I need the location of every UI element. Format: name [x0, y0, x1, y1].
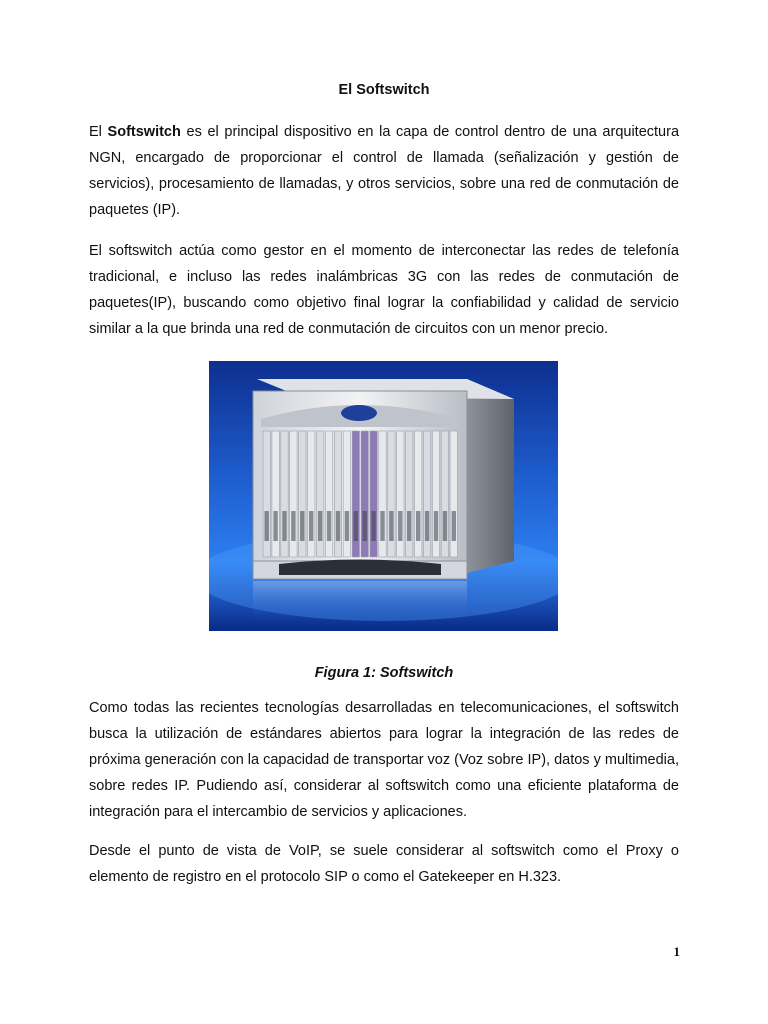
intro-lead: El	[89, 124, 108, 140]
softswitch-photo	[209, 361, 558, 631]
paragraph-voip: Desde el punto de vista de VoIP, se suele considerar al softswitch como el Proxy o elemento de registro en el protocolo SIP o como el Gatekeeper en H.323.	[89, 843, 679, 885]
paragraph-intro	[89, 119, 679, 223]
paragraph-estandares: Como todas las recientes tecnologías desarrolladas en telecomunicaciones, el softswitch busca la utilización de estándares abiertos para lograr la integración de las redes de próxima generación con la capacidad de transportar voz (Voz sobre IP), datos y multimedia, sobre redes IP. Pudiendo así, considerar al softswitch como una eficiente plataforma de integración para el intercambio de servicios y aplicaciones.	[89, 700, 679, 820]
paragraph-gestor: El softswitch actúa como gestor en el momento de interconectar las redes de telefonía tradicional, e incluso las redes inalámbricas 3G con las redes de conmutación de paquetes(IP), buscando como objetivo final lograr la confiabilidad y calidad de servicio similar a la que brinda una red de conmutación de circuitos con un menor precio.	[89, 243, 679, 337]
intro-rest: es el principal dispositivo en la capa de control dentro de una arquitectura NGN, encargado de proporcionar el control de llamada (señalización y gestión de servicios), procesamiento de llamadas, y otros servicios, sobre una red de conmutación de paquetes (IP).	[89, 124, 680, 218]
intro-term-bold: Softswitch	[107, 124, 181, 140]
document-title: El Softswitch	[338, 82, 430, 98]
page-number: 1	[673, 944, 680, 959]
figure-caption: Figura 1: Softswitch	[314, 665, 454, 681]
